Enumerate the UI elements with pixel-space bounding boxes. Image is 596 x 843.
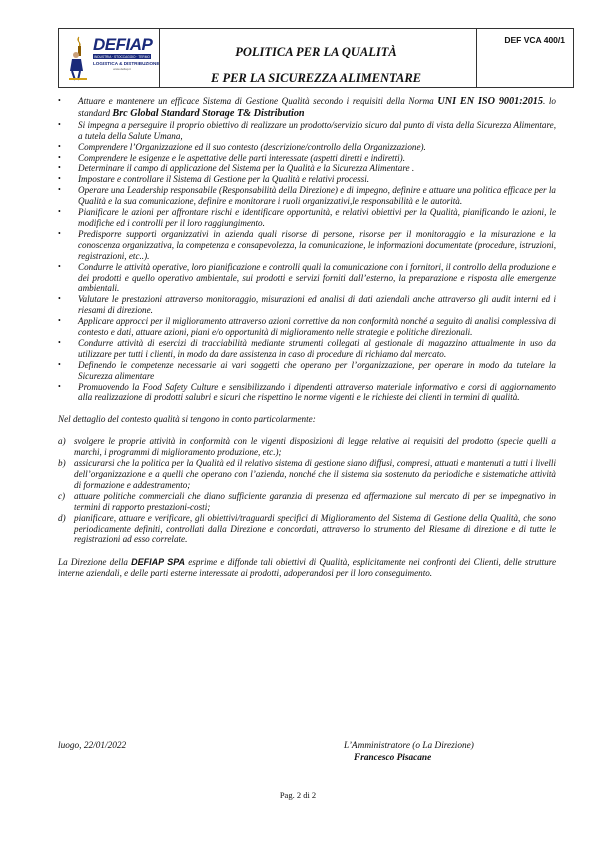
bullet-icon: • bbox=[58, 141, 61, 151]
page-number: Pag. 2 di 2 bbox=[279, 790, 317, 800]
document-header bbox=[58, 28, 574, 88]
policy-bullet-list bbox=[58, 96, 556, 403]
bullet-icon: • bbox=[58, 381, 61, 391]
list-item bbox=[58, 360, 556, 382]
signer-name: Francesco Pisacane bbox=[354, 753, 432, 763]
document-code: DEF VCA 400/1 bbox=[504, 35, 565, 45]
list-item bbox=[58, 96, 556, 120]
list-item bbox=[58, 382, 556, 404]
bullet-icon: • bbox=[58, 96, 61, 105]
bullet-text: Operare una Leadership responsabile (Responsabilità della Direzione) e di impegno, definire e attuare una politica efficace per la Qualità e la sua comunicazione, definire e monitorare i ruoli organizzativi,le responsabilità e le autorità. bbox=[78, 185, 556, 207]
list-item bbox=[58, 491, 556, 513]
list-item bbox=[58, 513, 556, 546]
point-text: assicurarsi che la politica per la Qualità ed il relativo sistema di gestione siano diffusi, compresi, attuati e mantenuti a tutti i livelli dell’organizzazione e a quelli che operano con l’azienda, nonché che il sistema sia sostenuto da periodiche e sistematiche attività di formazione e addestramento; bbox=[74, 458, 556, 490]
list-item bbox=[58, 142, 556, 153]
title-cell bbox=[160, 29, 477, 87]
point-label: a) bbox=[58, 436, 66, 447]
bullet-icon: • bbox=[58, 163, 61, 173]
bullet-icon: • bbox=[58, 119, 61, 129]
list-item bbox=[58, 338, 556, 360]
standard-name: Brc Global Standard Storage T& Distribution bbox=[112, 107, 305, 119]
closing-text: La Direzione della bbox=[58, 557, 132, 568]
context-intro: Nel dettaglio del contesto qualità si tengono in conto particolarmente: bbox=[58, 414, 316, 425]
bullet-icon: • bbox=[58, 207, 61, 217]
logo-tagline: www.defiap.it bbox=[113, 67, 131, 71]
document-title-line1: POLITICA PER LA QUALITÀ bbox=[235, 45, 397, 59]
point-label: b) bbox=[58, 458, 66, 469]
logo-subtitle: LOGISTICA & DISTRIBUZIONE bbox=[93, 61, 160, 66]
closing-statement bbox=[58, 557, 556, 579]
place-date: luogo, 22/01/2022 bbox=[58, 741, 127, 751]
bullet-text: Comprendere l’Organizzazione ed il suo contesto (descrizione/controllo della Organizzazione). bbox=[78, 141, 426, 152]
point-label: c) bbox=[58, 490, 66, 501]
company-name: DEFIAP SPA bbox=[131, 557, 186, 568]
bullet-text: Determinare il campo di applicazione del Sistema per la Qualità e la Sicurezza Alimentare . bbox=[78, 163, 415, 174]
bullet-text: Condurre attività di esercizi di tracciabilità mediante strumenti collegati al gestionale di magazzino attualmente in uso da utilizzare per tutti i clienti, in modo da dare assistenza in caso di procedure di richiamo dal mercato. bbox=[78, 337, 556, 359]
document-title-line2: E PER LA SICUREZZA ALIMENTARE bbox=[210, 71, 422, 85]
list-item bbox=[58, 436, 556, 458]
point-text: pianificare, attuare e verificare, gli obiettivi/traguardi specifici di Miglioramento del Sistema di Gestione della Qualità, che sono periodicamente definiti, controllati dalla Direzione e concordati, attraverso lo strumento del Riesame di direzione e di tutte le registrazioni ad esso correlate. bbox=[74, 512, 556, 545]
list-item bbox=[58, 120, 556, 142]
bullet-text: Attuare e mantenere un efficace Sistema di Gestione Qualità secondo i requisiti della Norma bbox=[78, 96, 438, 106]
logo-band-text: INDUSTRIA · STOCCAGGIO · TERMO bbox=[94, 55, 150, 59]
bullet-text: Applicare approcci per il miglioramento attraverso azioni correttive da non conformità nonché a seguito di analisi complessiva di contesto e dati, attuare azioni, piani e/o opportunità di miglioramento nelle strategie e politiche direzionali. bbox=[78, 316, 556, 338]
bullet-text: Impostare e controllare il Sistema di Gestione per la Qualità e relativi processi. bbox=[78, 174, 370, 185]
bullet-icon: • bbox=[58, 228, 61, 238]
bullet-text: . lo standard bbox=[78, 96, 556, 118]
logo-wordmark: DEFIAP bbox=[93, 35, 153, 54]
bullet-text: Promuovendo la Food Safety Culture e sensibilizzando i dipendenti attraverso materiale informativo e corsi di aggiornamento alla realizzazione di prodotti salubri e sicuri che rispettino le norme vigenti e le richieste dei clienti in termini di qualità. bbox=[78, 381, 556, 403]
list-item bbox=[58, 229, 556, 262]
list-item bbox=[58, 185, 556, 207]
list-item bbox=[58, 294, 556, 316]
bullet-icon: • bbox=[58, 337, 61, 347]
policy-body bbox=[58, 96, 556, 579]
bullet-icon: • bbox=[58, 152, 61, 162]
closing-text: esprime e diffonde tali obiettivi di Qualità, esplicitamente nei confronti dei Clienti, delle strutture interne aziendali, e delle parti esterne interessate ai prodotti, adoperandosi per il loro conseguimento. bbox=[58, 557, 556, 579]
point-text: attuare politiche commerciali che diano sufficiente garanzia di presenza ed affermazione sul mercato di per se impegnativo in termini di rapporto prestazioni-costi; bbox=[74, 490, 556, 512]
bullet-icon: • bbox=[58, 316, 61, 326]
bullet-text: Predisporre supporti organizzativi in azienda quali risorse di persone, risorse per il monitoraggio e la misurazione e la conoscenza organizzativa, la competenza e consapevolezza, la comunicazione, le informazioni documentate (procedure, istruzioni, registrazioni, etc..). bbox=[78, 228, 556, 261]
bullet-icon: • bbox=[58, 294, 61, 304]
bullet-icon: • bbox=[58, 174, 61, 184]
point-label: d) bbox=[58, 512, 66, 523]
point-text: svolgere le proprie attività in conformità con le vigenti disposizioni di legge relative ai requisiti del prodotto (specie quelli a marchi, i programmi di miglioramento produzione, etc.); bbox=[74, 436, 556, 458]
list-item bbox=[58, 207, 556, 229]
list-item bbox=[58, 163, 556, 174]
bullet-icon: • bbox=[58, 261, 61, 271]
bullet-text: Condurre le attività operative, loro pianificazione e controlli quali la comunicazione con i fornitori, il controllo della produzione e dei prodotti e quello operativo ambientale, sui prodotti e servizi forniti dall’esterno, la preparazione e risposta alle emergenze ambientali. bbox=[78, 261, 556, 294]
list-item bbox=[58, 458, 556, 491]
bullet-text: Definendo le competenze necessarie ai vari soggetti che operano per l’organizzazione, per operare in modo da tutelare la Sicurezza alimentare bbox=[78, 359, 556, 381]
bullet-text: Valutare le prestazioni attraverso monitoraggio, misurazioni ed analisi di dati aziendali anche attraverso gli audit interni ed i riesami di direzione. bbox=[78, 294, 556, 316]
bullet-icon: • bbox=[58, 359, 61, 369]
standard-name: UNI EN ISO 9001:2015 bbox=[437, 96, 543, 107]
list-item bbox=[58, 153, 556, 164]
bullet-text: Si impegna a perseguire il proprio obiettivo di realizzare un prodotto/servizio sicuro dal punto di vista della Sicurezza Alimentare, a tutela della Salute Umana, bbox=[78, 119, 556, 141]
list-item bbox=[58, 174, 556, 185]
list-item bbox=[58, 316, 556, 338]
list-item bbox=[58, 262, 556, 295]
context-point-list bbox=[58, 436, 556, 545]
bullet-icon: • bbox=[58, 185, 61, 195]
signer-role: L’Amministratore (o La Direzione) bbox=[344, 741, 474, 751]
bullet-text: Comprendere le esigenze e le aspettative delle parti interessate (aspetti diretti e indiretti). bbox=[78, 152, 405, 163]
bullet-text: Pianificare le azioni per affrontare rischi e identificare opportunità, e relativi obiettivi per la Qualità, pianificando le azioni, le modifiche ed i controlli per il loro raggiungimento. bbox=[78, 207, 556, 228]
